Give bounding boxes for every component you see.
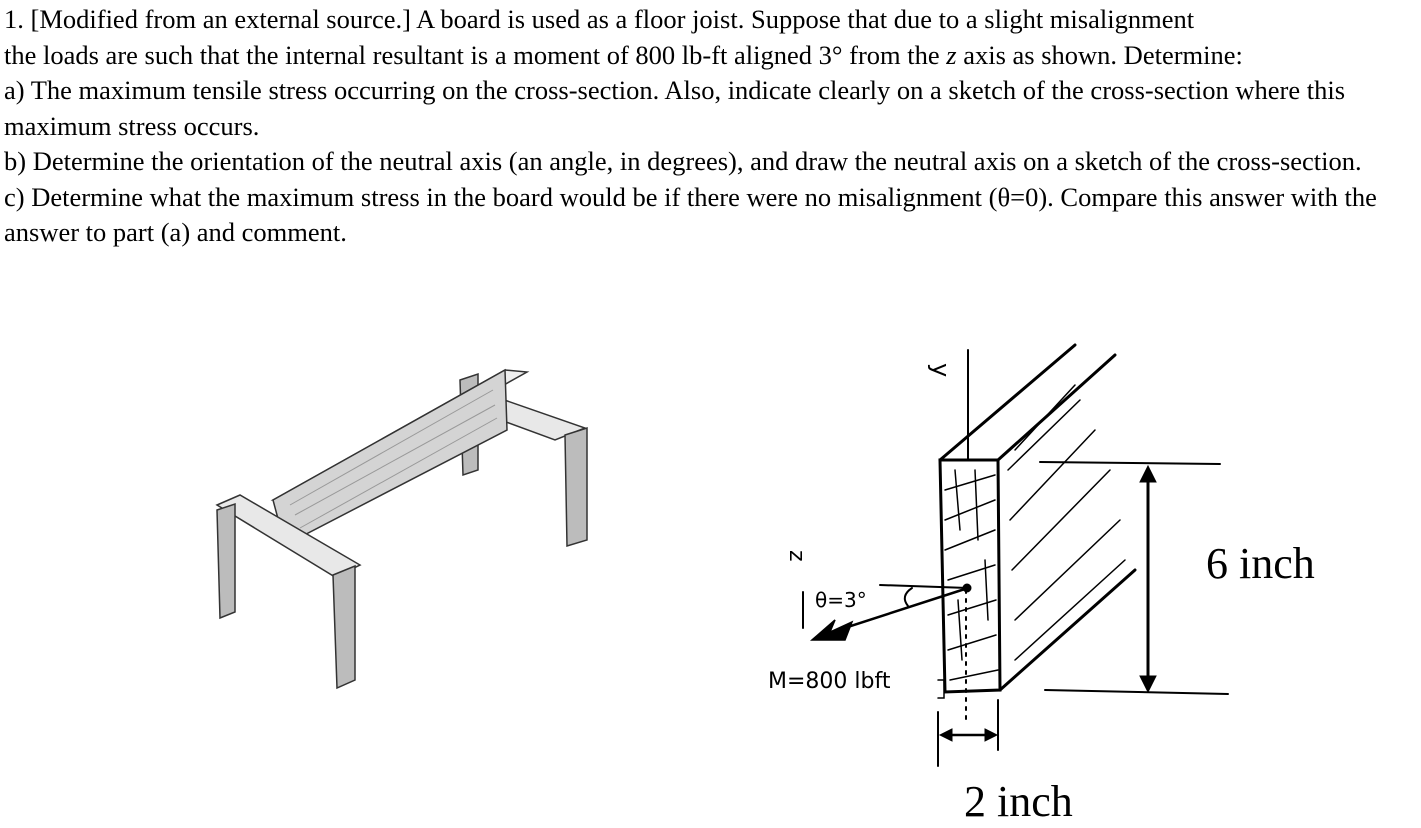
front-support-leg-left [217,504,235,618]
theta-arc [905,588,912,606]
board-front-face [940,460,1000,692]
problem-statement [4,2,1418,251]
dim-6-arrowhead-bottom [1140,676,1156,692]
dim-2-arrowhead-left [940,729,952,741]
y-axis-label: y [927,363,955,378]
front-support-leg-right [333,566,355,688]
moment-label: M=800 lbft [768,669,891,694]
part-a: a) The maximum tensile stress occurring on the cross-section. Also, indicate clearly on a sketch of the cross-section where this maximum stress occurs. [4,75,1346,141]
back-support-leg-right [565,428,587,546]
side-grain [1008,385,1125,660]
part-c: c) Determine what the maximum stress in the board would be if there were no misalignment (θ=0). Compare this answer with the answer to part (a) and comment. [4,181,1377,247]
board-back-edge [1000,570,1135,690]
moment-arrowhead [812,620,852,640]
problem-line-2b: axis as shown. Determine: [956,39,1243,70]
height-dimension-label: 6 inch [1206,539,1315,588]
dim-2-arrowhead-right [985,729,997,741]
load-point [963,584,971,592]
dim-6-bottom-ext [1045,690,1228,694]
z-axis-label: z [784,550,809,562]
problem-intro [4,2,1418,73]
problem-line-1: 1. [Modified from an external source.] A board is used as a floor joist. Suppose that due to a slight misalignment [4,4,1195,34]
width-dimension-label: 2 inch [964,777,1073,826]
moment-bracket [938,680,944,698]
part-b: b) Determine the orientation of the neutral axis (an angle, in degrees), and draw the neutral axis on a sketch of the cross-section. [4,146,1362,176]
moment-vector [820,588,968,636]
front-hatch [945,470,998,680]
moment-vector-upper [880,585,968,588]
board-top-edges [940,345,1115,460]
theta-label: θ=3° [815,588,867,612]
z-axis-italic: z [946,39,957,70]
dim-6-arrowhead-top [1140,466,1156,482]
problem-line-2a: the loads are such that the internal resultant is a moment of 800 lb-ft aligned 3° from the [4,39,947,70]
dim-6-top-ext [1040,462,1220,464]
joist-illustration [205,350,605,695]
